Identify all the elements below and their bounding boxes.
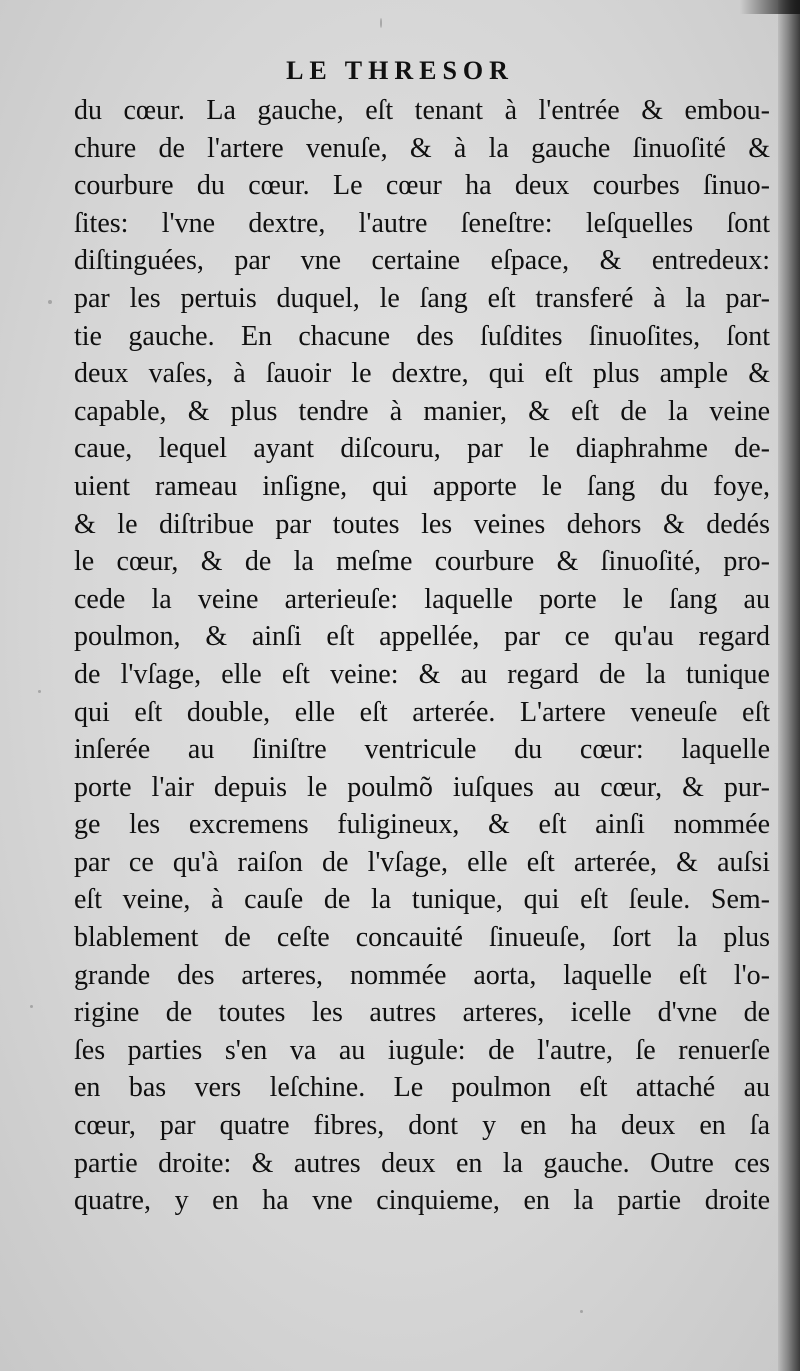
text-line: par ce qu'à raiſon de l'vſage, elle eſt arterée, & auſsi: [74, 846, 770, 878]
text-line: de l'vſage, elle eſt veine: & au regard de la tunique: [74, 658, 770, 690]
text-line: rigine de toutes les autres arteres, icelle d'vne de: [74, 997, 770, 1029]
text-line: inſerée au ſiniſtre ventricule du cœur: laquelle: [74, 734, 770, 766]
text-line: le cœur, & de la meſme courbure & ſinuoſité, pro-: [74, 546, 770, 578]
text-line: quatre, y en ha vne cinquieme, en la partie droite: [74, 1185, 770, 1217]
text-line: en bas vers leſchine. Le poulmon eſt attaché au: [74, 1072, 770, 1104]
text-line: eſt veine, à cauſe de la tunique, qui eſt ſeule. Sem-: [74, 884, 770, 916]
paper-speck: [30, 1005, 33, 1008]
text-line: ge les excremens fuligineux, & eſt ainſi nommée: [74, 809, 770, 841]
text-line: cœur, par quatre fibres, dont y en ha deux en ſa: [74, 1110, 770, 1142]
text-line: par les pertuis duquel, le ſang eſt transferé à la par-: [74, 282, 770, 314]
running-head: LE THRESOR: [286, 56, 514, 85]
paper-speck: [38, 690, 41, 693]
text-line: ſes parties s'en va au iugule: de l'autre, ſe renuerſe: [74, 1034, 770, 1066]
text-line: poulmon, & ainſi eſt appellée, par ce qu'au regard: [74, 621, 770, 653]
text-line: grande des arteres, nommée aorta, laquelle eſt l'o-: [74, 959, 770, 991]
page-edge-shadow: [778, 0, 800, 1371]
page-corner-shadow: [740, 0, 800, 14]
text-line: & le diſtribue par toutes les veines dehors & dedés: [74, 508, 770, 540]
paper-speck: [380, 18, 382, 28]
text-line: qui eſt double, elle eſt arterée. L'artere veneuſe eſt: [74, 696, 770, 728]
text-line: cede la veine arterieuſe: laquelle porte le ſang au: [74, 583, 770, 615]
text-line: chure de l'artere venuſe, & à la gauche ſinuoſité &: [74, 132, 770, 164]
text-line: deux vaſes, à ſauoir le dextre, qui eſt plus ample &: [74, 358, 770, 390]
paper-speck: [580, 1310, 583, 1313]
text-line: tie gauche. En chacune des ſuſdites ſinuoſites, ſont: [74, 320, 770, 352]
text-line: ſites: l'vne dextre, l'autre ſeneſtre: leſquelles ſont: [74, 207, 770, 239]
text-line: courbure du cœur. Le cœur ha deux courbes ſinuo-: [74, 170, 770, 202]
text-line: du cœur. La gauche, eſt tenant à l'entrée & embou-: [74, 95, 770, 126]
body-text: [74, 92, 770, 1220]
text-line: caue, lequel ayant diſcouru, par le diaphrahme de-: [74, 433, 770, 465]
text-line: uient rameau inſigne, qui apporte le ſang du foye,: [74, 470, 770, 502]
text-line: porte l'air depuis le poulmõ iuſques au cœur, & pur-: [74, 771, 770, 803]
text-line: capable, & plus tendre à manier, & eſt de la veine: [74, 395, 770, 427]
text-line: diſtinguées, par vne certaine eſpace, & entredeux:: [74, 245, 770, 277]
text-line: partie droite: & autres deux en la gauche. Outre ces: [74, 1147, 770, 1179]
paper-speck: [48, 300, 52, 304]
text-line: blablement de ceſte concauité ſinueuſe, ſort la plus: [74, 922, 770, 954]
